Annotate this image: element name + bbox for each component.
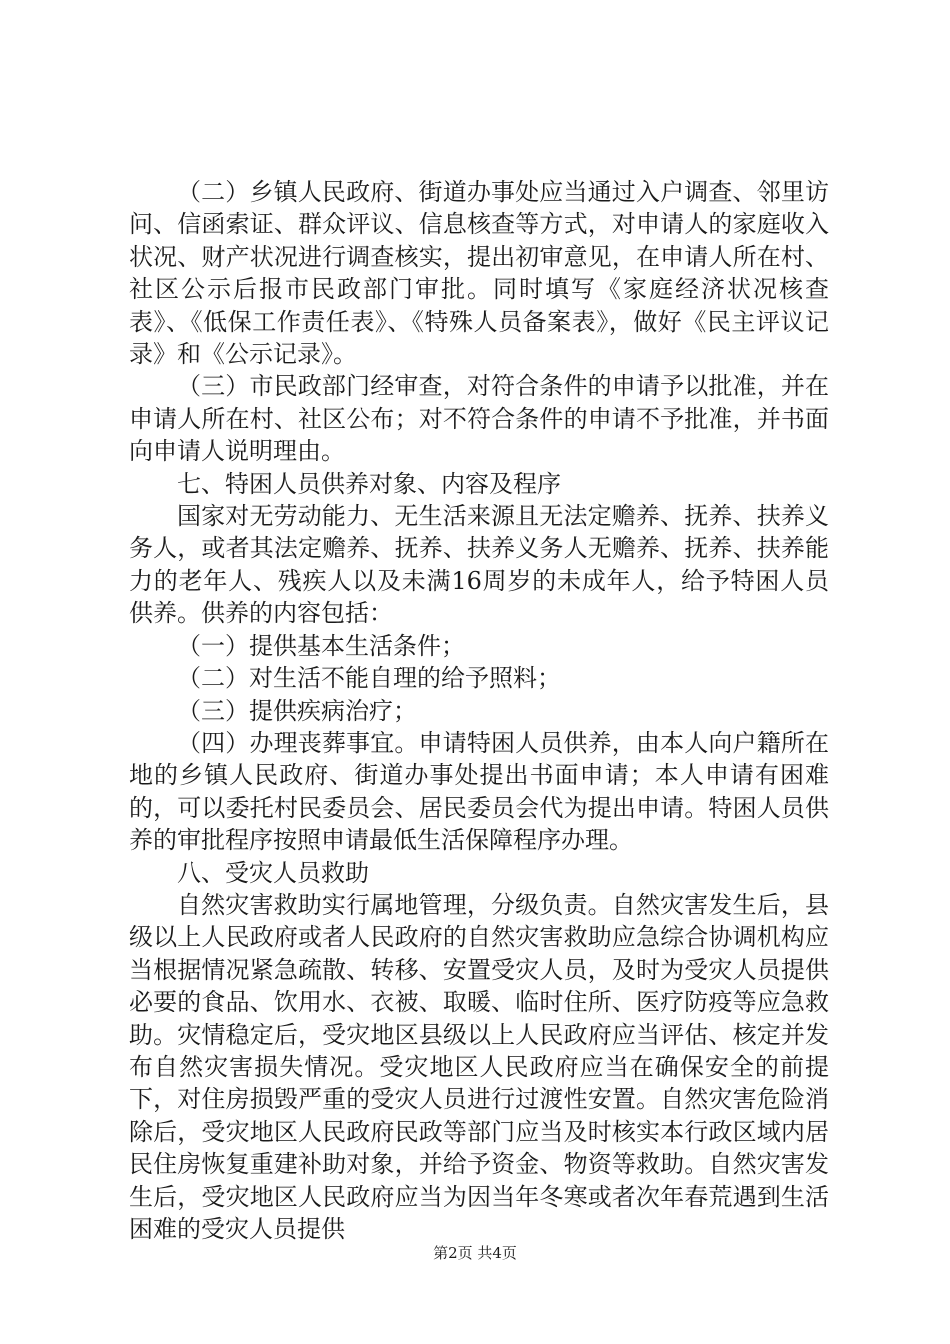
paragraph-household-investigation: （二）乡镇人民政府、街道办事处应当通过入户调查、邻里访问、信函索证、群众评议、信息核查等方式，对申请人的家庭收入状况、财产状况进行调查核实，提出初审意见，在申请人所在村、社区公示后报市民政部门审批。同时填写《家庭经济状况核查表》、《低保工作责任表》、《特殊人员备案表》，做好《民主评议记录》和《公示记录》。 (129, 178, 829, 369)
list-item-medical: （三）提供疾病治疗； (177, 696, 417, 725)
document-body (129, 176, 829, 1245)
list-item-funeral: （四）办理丧葬事宜。申请特困人员供养，由本人向户籍所在地的乡镇人民政府、街道办事处提出书面申请；本人申请有困难的，可以委托村民委员会、居民委员会代为提出申请。特困人员供养的审批程序按照申请最低生活保障程序办理。 (129, 728, 829, 855)
paragraph-civil-affairs-approval: （三）市民政部门经审查，对符合条件的申请予以批准，并在申请人所在村、社区公布；对不符合条件的申请不予批准，并书面向申请人说明理由。 (129, 372, 829, 466)
list-item-care: （二）对生活不能自理的给予照料； (177, 664, 561, 693)
page-footer: 第2页 共4页 (433, 1244, 517, 1262)
section-heading-special-support: 七、特困人员供养对象、内容及程序 (177, 469, 561, 498)
paragraph-special-support-scope: 国家对无劳动能力、无生活来源且无法定赡养、抚养、扶养义务人，或者其法定赡养、抚养、扶养义务人无赡养、抚养、扶养能力的老年人、残疾人以及未满16周岁的未成年人，给予特困人员供养。供养的内容包括： (129, 502, 829, 628)
list-item-basic-living: （一）提供基本生活条件； (177, 631, 465, 660)
section-heading-disaster-relief: 八、受灾人员救助 (177, 858, 369, 887)
paragraph-disaster-relief: 自然灾害救助实行属地管理，分级负责。自然灾害发生后，县级以上人民政府或者人民政府的自然灾害救助应急综合协调机构应当根据情况紧急疏散、转移、安置受灾人员，及时为受灾人员提供必要的食品、饮用水、衣被、取暖、临时住所、医疗防疫等应急救助。灾情稳定后，受灾地区县级以上人民政府应当评估、核定并发布自然灾害损失情况。受灾地区人民政府应当在确保安全的前提下，对住房损毁严重的受灾人员进行过渡性安置。自然灾害危险消除后，受灾地区人民政府民政等部门应当及时核实本行政区域内居民住房恢复重建补助对象，并给予资金、物资等救助。自然灾害发生后，受灾地区人民政府应当为因当年冬寒或者次年春荒遇到生活困难的受灾人员提供 (129, 890, 829, 1243)
